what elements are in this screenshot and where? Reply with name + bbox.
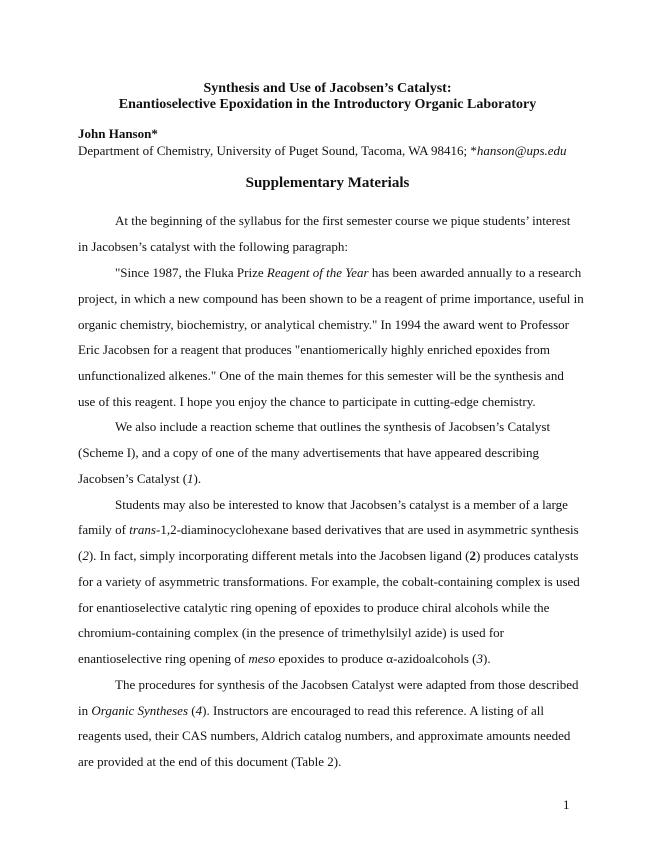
paragraph-4-line-5: for enantioselective catalytic ring opening of epoxides to produce chiral alcohols while the <box>78 600 550 615</box>
text-span: ). Instructors are encouraged to read this reference. A listing of all <box>202 703 544 718</box>
author-email: hanson@ups.edu <box>476 143 567 158</box>
paragraph-2-line-5: unfunctionalized alkenes." One of the main themes for this semester will be the synthesis and <box>78 368 564 383</box>
text-span: Jacobsen’s Catalyst ( <box>78 471 188 486</box>
paragraph-5-line-3: reagents used, their CAS numbers, Aldrich catalog numbers, and approximate amounts needed <box>78 728 571 743</box>
italic-meso: meso <box>248 651 276 666</box>
author-affiliation <box>78 143 567 159</box>
citation-ref: 1 <box>187 471 194 486</box>
text-span: enantioselective ring opening of <box>78 651 249 666</box>
author-name: John Hanson* <box>78 126 158 141</box>
text-span: has been awarded annually to a research <box>368 265 582 280</box>
citation-ref: 4 <box>195 703 203 718</box>
paragraph-2-line-1 <box>115 265 581 281</box>
paragraph-5-line-4: are provided at the end of this document (Table 2). <box>78 754 342 769</box>
text-span: in <box>78 703 92 718</box>
text-span: -1,2-diaminocyclohexane based derivatives that are used in asymmetric synthesis <box>156 522 579 537</box>
text-span: ). In fact, simply incorporating different metals into the Jacobsen ligand ( <box>88 548 470 563</box>
paragraph-3-line-2: (Scheme I), and a copy of one of the many advertisements that have appeared describing <box>78 445 539 460</box>
text-span: ( <box>188 703 196 718</box>
italic-trans: trans <box>129 522 156 537</box>
page-number: 1 <box>563 797 570 812</box>
paragraph-3-line-3 <box>78 471 201 487</box>
paragraph-1-line-2: in Jacobsen’s catalyst with the following paragraph: <box>78 239 349 254</box>
citation-ref: 3 <box>476 651 483 666</box>
paragraph-1-line-1: At the beginning of the syllabus for the first semester course we pique students’ interest <box>115 213 571 228</box>
italic-organic-syntheses: Organic Syntheses <box>91 703 189 718</box>
paragraph-4-line-6: chromium-containing complex (in the presence of trimethylsilyl azide) is used for <box>78 625 504 640</box>
paragraph-4-line-4: for a variety of asymmetric transformations. For example, the cobalt-containing complex is used <box>78 574 580 589</box>
text-span: ). <box>483 651 491 666</box>
title-line-1: Synthesis and Use of Jacobsen’s Catalyst: <box>203 81 452 96</box>
text-span: ). <box>193 471 202 486</box>
title-line-2: Enantioselective Epoxidation in the Introductory Organic Laboratory <box>118 97 537 112</box>
section-title: Supplementary Materials <box>245 175 410 191</box>
affiliation-text: Department of Chemistry, University of Puget Sound, Tacoma, WA 98416; * <box>78 143 477 158</box>
text-span: ( <box>78 548 83 563</box>
text-span: epoxides to produce α-azidoalcohols ( <box>275 651 477 666</box>
paragraph-5-line-2 <box>78 703 544 719</box>
paragraph-2-line-4: Eric Jacobsen for a reagent that produces "enantiomerically highly enriched epoxides from <box>78 342 551 357</box>
compound-number: 2 <box>469 548 476 563</box>
paragraph-2-line-3: organic chemistry, biochemistry, or analytical chemistry." In 1994 the award went to Professor <box>78 317 569 332</box>
text-span: "Since 1987, the Fluka Prize <box>115 265 267 280</box>
paragraph-5-line-1: The procedures for synthesis of the Jacobsen Catalyst were adapted from those described <box>115 677 579 692</box>
paragraph-4-line-3 <box>78 548 579 564</box>
paragraph-4-line-7 <box>78 651 491 667</box>
text-span: family of <box>78 522 130 537</box>
paragraph-3-line-1: We also include a reaction scheme that outlines the synthesis of Jacobsen’s Catalyst <box>115 419 551 434</box>
paragraph-4-line-2 <box>78 522 579 538</box>
paragraph-4-line-1: Students may also be interested to know that Jacobsen’s catalyst is a member of a large <box>115 497 568 512</box>
paragraph-2-line-6: use of this reagent. I hope you enjoy the chance to participate in cutting-edge chemistry. <box>78 394 536 409</box>
citation-ref: 2 <box>82 548 89 563</box>
paragraph-2-line-2: project, in which a new compound has been shown to be a reagent of prime importance, useful in <box>78 291 584 306</box>
text-span: ) produces catalysts <box>475 548 579 563</box>
italic-reagent-of-the-year: Reagent of the Year <box>266 265 369 280</box>
